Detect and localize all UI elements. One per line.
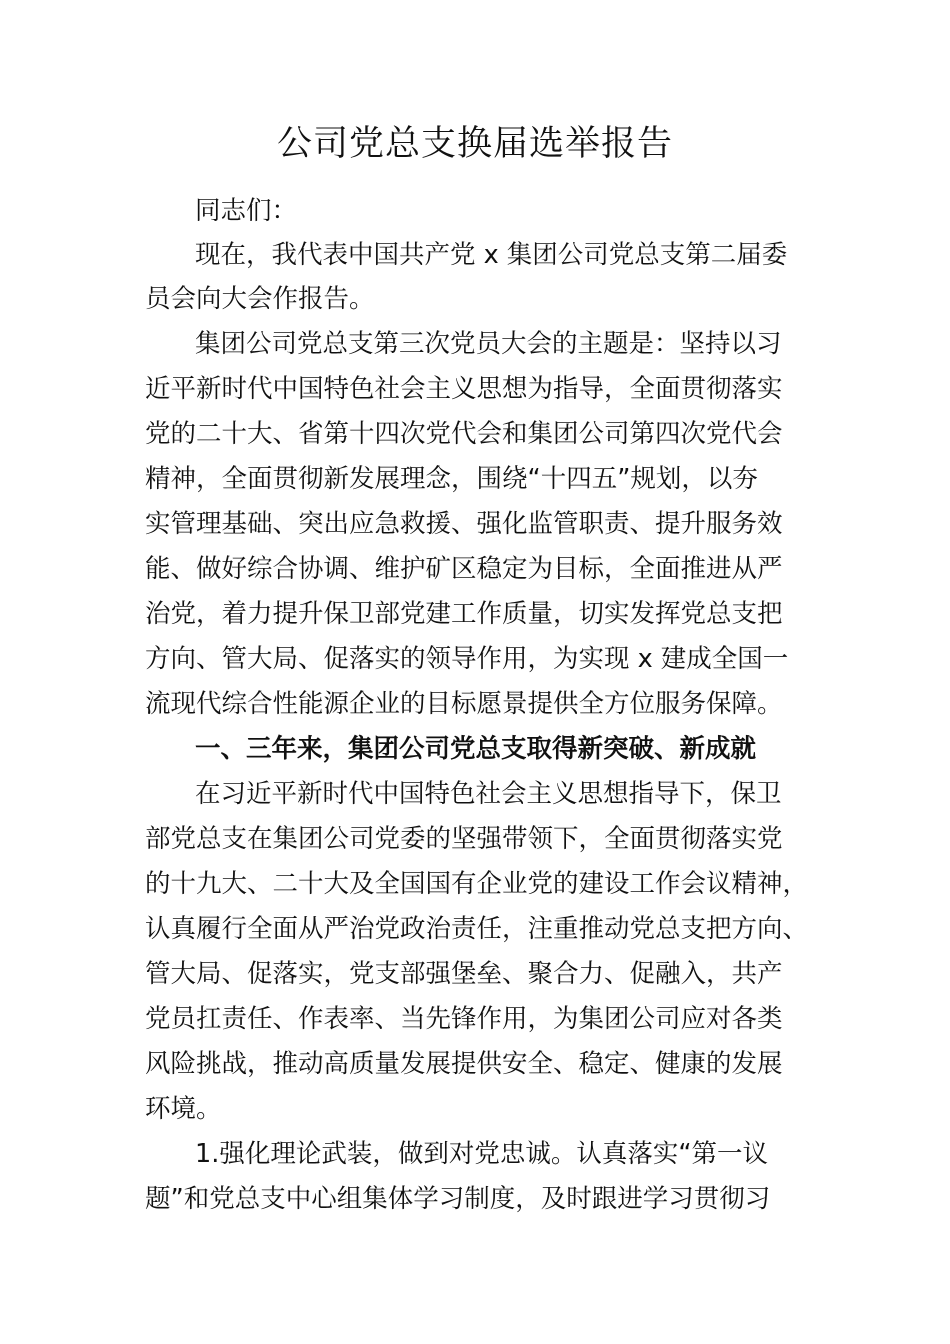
body-line: 的十九大、二十大及全国国有企业党的建设工作会议精神， xyxy=(145,869,809,899)
body-line: 1.强化理论武装，做到对党忠诚。认真落实“第一议 xyxy=(195,1139,769,1169)
body-line: 治党，着力提升保卫部党建工作质量，切实发挥党总支把 xyxy=(145,599,783,629)
body-line: 管大局、促落实，党支部强堡垒、聚合力、促融入，共产 xyxy=(145,959,783,989)
body-line: 集团公司党总支第三次党员大会的主题是：坚持以习 xyxy=(195,329,782,359)
body-line: 现在，我代表中国共产党 x 集团公司党总支第二届委 xyxy=(195,240,788,270)
body-line: 部党总支在集团公司党委的坚强带领下，全面贯彻落实党 xyxy=(145,824,783,854)
body-line: 环境。 xyxy=(145,1094,222,1124)
body-line: 风险挑战，推动高质量发展提供安全、稳定、健康的发展 xyxy=(145,1049,783,1079)
body-line: 认真履行全面从严治党政治责任，注重推动党总支把方向、 xyxy=(145,914,809,944)
body-line: 题”和党总支中心组集体学习制度，及时跟进学习贯彻习 xyxy=(145,1184,771,1214)
body-line: 流现代综合性能源企业的目标愿景提供全方位服务保障。 xyxy=(145,689,783,719)
body-line: 党员扛责任、作表率、当先锋作用，为集团公司应对各类 xyxy=(145,1004,783,1034)
body-line: 精神，全面贯彻新发展理念，围绕“十四五”规划，以夯 xyxy=(145,464,758,494)
body-line: 近平新时代中国特色社会主义思想为指导，全面贯彻落实 xyxy=(145,374,783,404)
document-title: 公司党总支换届选举报告 xyxy=(276,124,673,164)
body-line: 能、做好综合协调、维护矿区稳定为目标，全面推进从严 xyxy=(145,554,783,584)
body-line: 实管理基础、突出应急救援、强化监管职责、提升服务效 xyxy=(145,509,783,539)
section-heading: 一、三年来，集团公司党总支取得新突破、新成就 xyxy=(195,734,757,764)
body-line: 方向、管大局、促落实的领导作用，为实现 x 建成全国一 xyxy=(145,644,789,674)
body-line: 在习近平新时代中国特色社会主义思想指导下，保卫 xyxy=(195,779,782,809)
salutation: 同志们： xyxy=(195,196,298,226)
body-line: 员会向大会作报告。 xyxy=(145,284,375,314)
body-line: 党的二十大、省第十四次党代会和集团公司第四次党代会 xyxy=(145,419,783,449)
